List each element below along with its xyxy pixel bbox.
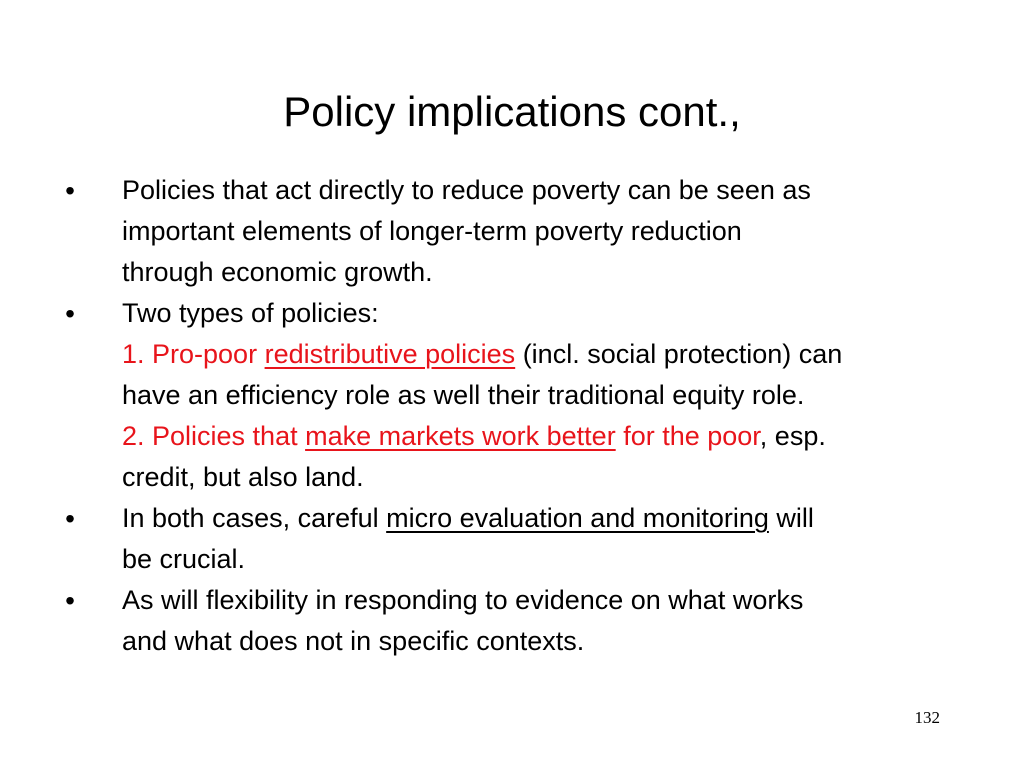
bullet-item-1 bbox=[60, 170, 990, 293]
policy-type-2-line-2: credit, but also land. bbox=[122, 462, 364, 492]
policy-type-1-prefix: 1. Pro-poor bbox=[122, 339, 265, 369]
page-number: 132 bbox=[914, 708, 940, 727]
bullet-1-line-1: Policies that act directly to reduce poverty can be seen as bbox=[122, 175, 811, 205]
bullet-item-4 bbox=[60, 580, 990, 662]
slide-title: Policy implications cont., bbox=[283, 88, 741, 135]
bullet-3-line-2: be crucial. bbox=[122, 544, 246, 574]
policy-type-2-rest: , esp. bbox=[759, 421, 826, 451]
bullet-item-2 bbox=[60, 293, 990, 498]
bullet-1-line-2: important elements of longer-term poverty reduction bbox=[122, 216, 742, 246]
bullet-4-line-1: As will flexibility in responding to evidence on what works bbox=[122, 585, 804, 615]
policy-type-1-rest: (incl. social protection) can bbox=[515, 339, 843, 369]
redistributive-policies-link[interactable]: redistributive policies bbox=[264, 339, 516, 369]
bullet-1-line-3: through economic growth. bbox=[122, 257, 433, 287]
bullet-icon: • bbox=[65, 585, 75, 616]
policy-type-2-red-suffix: for the poor bbox=[615, 421, 760, 451]
policy-type-1-line-2: have an efficiency role as well their traditional equity role. bbox=[122, 380, 805, 410]
bullet-3-prefix: In both cases, careful bbox=[122, 503, 387, 533]
bullet-icon: • bbox=[65, 298, 75, 329]
bullet-3-rest: will bbox=[768, 503, 814, 533]
bullet-list bbox=[60, 170, 990, 662]
policy-type-2-prefix: 2. Policies that bbox=[122, 421, 306, 451]
bullet-2-line-1: Two types of policies: bbox=[122, 298, 379, 328]
policy-type-1-line-1 bbox=[122, 334, 990, 375]
policy-type-2-line-1 bbox=[122, 416, 990, 457]
micro-evaluation-link[interactable]: micro evaluation and monitoring bbox=[386, 503, 769, 533]
bullet-icon: • bbox=[65, 175, 75, 206]
make-markets-work-better-link[interactable]: make markets work better bbox=[305, 421, 616, 451]
bullet-3-line-1 bbox=[122, 498, 990, 539]
bullet-4-line-2: and what does not in specific contexts. bbox=[122, 626, 585, 656]
bullet-icon: • bbox=[65, 503, 75, 534]
bullet-item-3 bbox=[60, 498, 990, 580]
